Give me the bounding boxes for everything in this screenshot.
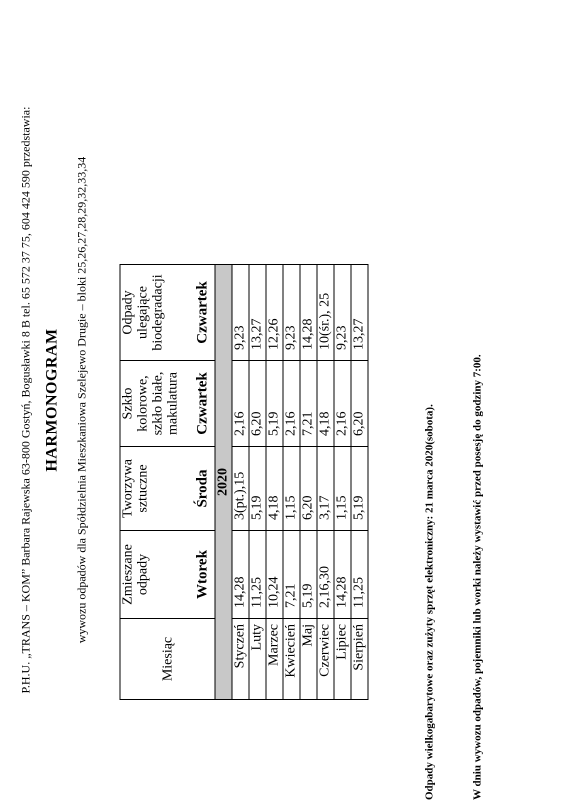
- collection-day-label: Wtorek: [194, 550, 211, 599]
- date-cell: 13,27: [249, 265, 266, 361]
- date-cell: 6,20: [249, 361, 266, 447]
- table-header-row: [120, 265, 215, 700]
- date-cell: 13,27: [351, 265, 368, 361]
- column-header: [120, 447, 215, 531]
- waste-type-label: Odpady ulegające biodegradacji: [120, 274, 166, 351]
- month-column-header: Miesiąc: [120, 619, 215, 700]
- column-header: [120, 361, 215, 447]
- table-row: [266, 265, 283, 700]
- date-cell: 5,19: [249, 447, 266, 531]
- month-cell: Lipiec: [334, 619, 351, 700]
- month-cell: Styczeń: [232, 619, 249, 700]
- document-subtitle: wywozu odpadów dla Spółdzielnia Mieszkaniowa Szelejewo Drugie – bloki 25,26,27,28,29,32,33,34: [74, 156, 89, 644]
- month-cell: Marzec: [266, 619, 283, 700]
- month-cell: Luty: [249, 619, 266, 700]
- date-cell: 9,23: [283, 265, 300, 361]
- month-cell: Kwiecień: [283, 619, 300, 700]
- column-header: [120, 265, 215, 361]
- year-row: [215, 265, 232, 700]
- date-cell: 7,21: [283, 531, 300, 619]
- table-row: [351, 265, 368, 700]
- month-cell: Czerwiec: [317, 619, 334, 700]
- date-cell: 10,24: [266, 531, 283, 619]
- date-cell: 7,21: [300, 361, 317, 447]
- year-label: 2020: [215, 265, 232, 700]
- date-cell: 4,18: [317, 361, 334, 447]
- set-out-note: W dniu wywozu odpadów, pojemniki lub worki należy wystawić przed posesję do godziny 7:00.: [471, 354, 484, 800]
- date-cell: 10(śr.), 25: [317, 265, 334, 361]
- date-cell: 6,20: [351, 361, 368, 447]
- collection-day-label: Czwartek: [194, 372, 211, 435]
- date-cell: 12,26: [266, 265, 283, 361]
- date-cell: 3(pt.),15: [232, 447, 249, 531]
- date-cell: 2,16,30: [317, 531, 334, 619]
- collection-day-label: Czwartek: [194, 281, 211, 344]
- date-cell: 11,25: [249, 531, 266, 619]
- month-cell: Sierpień: [351, 619, 368, 700]
- date-cell: 3,17: [317, 447, 334, 531]
- table-row: [232, 265, 249, 700]
- date-cell: 2,16: [334, 361, 351, 447]
- date-cell: 1,15: [334, 447, 351, 531]
- table-row: [300, 265, 317, 700]
- date-cell: 14,28: [300, 265, 317, 361]
- date-cell: 9,23: [334, 265, 351, 361]
- date-cell: 4,18: [266, 447, 283, 531]
- bulky-waste-note: Odpady wielkogabarytowe oraz zużyty sprzęt elektroniczny: 21 marca 2020(sobota).: [423, 404, 436, 800]
- waste-type-label: Zmieszane odpady: [120, 544, 151, 605]
- date-cell: 5,19: [266, 361, 283, 447]
- document-title: HARMONOGRAM: [43, 328, 61, 472]
- column-header: [120, 531, 215, 619]
- date-cell: 14,28: [334, 531, 351, 619]
- company-header: P.H.U. „TRANS – KOM” Barbara Rajewska 63-800 Gostyń, Bogusławki 8 B tel. 65 572 37 75, 604 424 590 przedstawia:: [18, 106, 33, 694]
- table-row: [317, 265, 334, 700]
- waste-type-label: Tworzywa sztuczne: [120, 459, 151, 518]
- waste-type-label: Szkło kolorowe, szkło białe, makulatura: [120, 371, 181, 436]
- date-cell: 5,19: [300, 531, 317, 619]
- date-cell: 6,20: [300, 447, 317, 531]
- date-cell: 2,16: [232, 361, 249, 447]
- date-cell: 1,15: [283, 447, 300, 531]
- date-cell: 11,25: [351, 531, 368, 619]
- table-row: [249, 265, 266, 700]
- date-cell: 14,28: [232, 531, 249, 619]
- month-cell: Maj: [300, 619, 317, 700]
- date-cell: 2,16: [283, 361, 300, 447]
- collection-day-label: Środa: [194, 469, 211, 508]
- date-cell: 9,23: [232, 265, 249, 361]
- collection-schedule-table: [120, 264, 369, 700]
- table-row: [334, 265, 351, 700]
- table-row: [283, 265, 300, 700]
- date-cell: 5,19: [351, 447, 368, 531]
